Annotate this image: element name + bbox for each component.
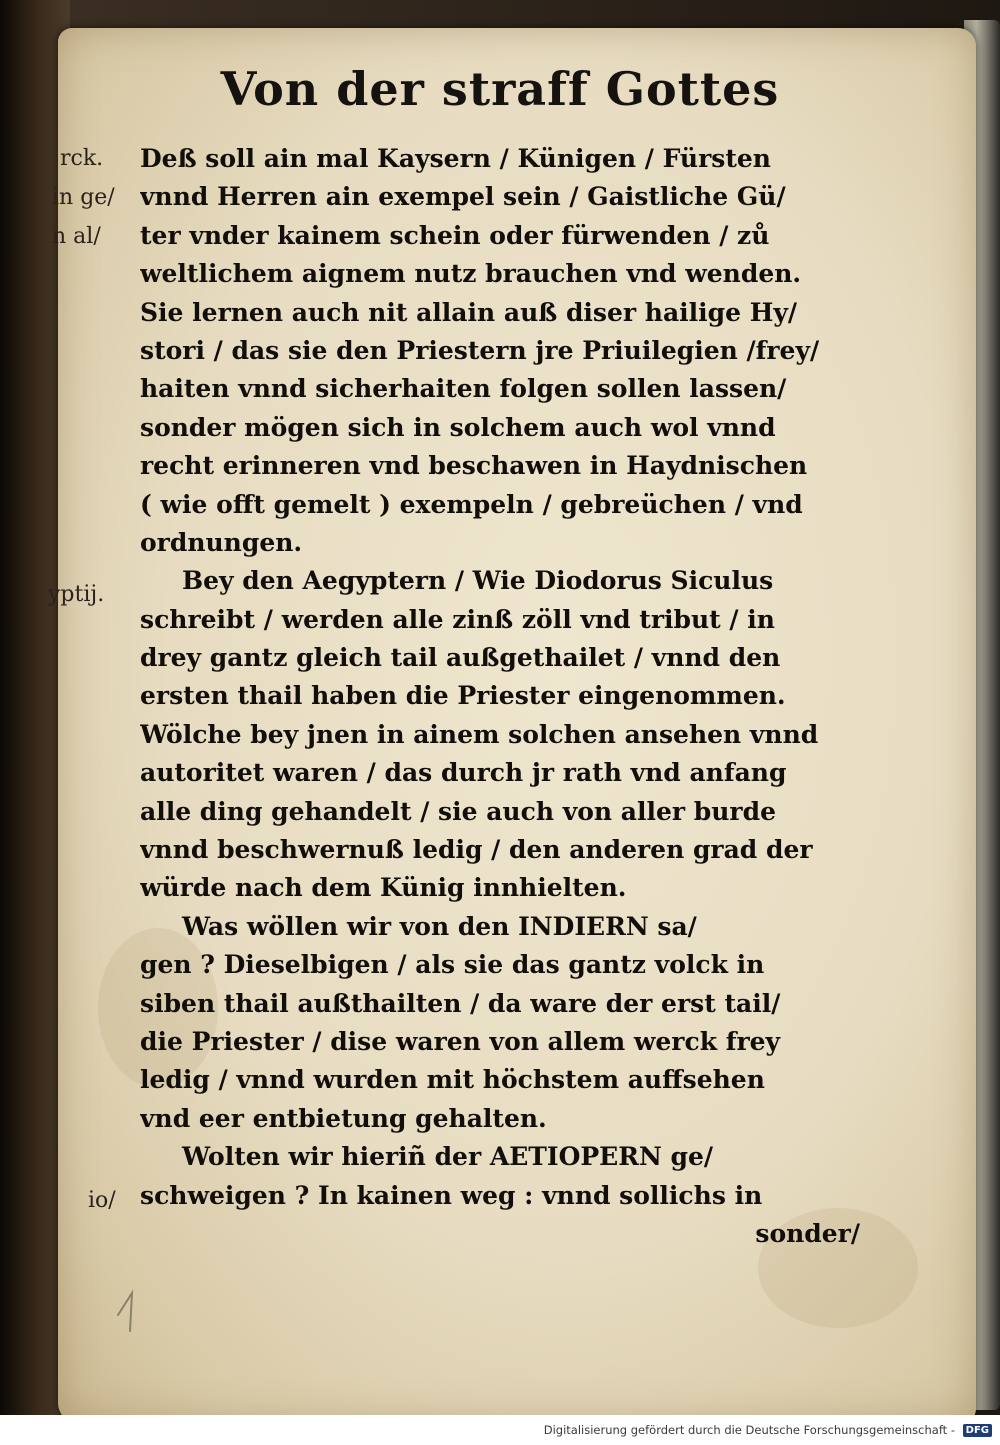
margin-note: in ge/ (52, 185, 115, 210)
text-line: vnnd Herren ain exempel sein / Gaistliche Gü/ (140, 182, 786, 212)
text-line: stori / das sie den Priestern jre Priuilegien /frey/ (140, 335, 820, 365)
text-line: ter vnder kainem schein oder fürwenden / zů (140, 220, 770, 250)
text-line: haiten vnnd sicherhaiten folgen sollen lassen/ (140, 374, 787, 404)
margin-note: io/ (88, 1188, 116, 1213)
text-line: Deß soll ain mal Kaysern / Künigen / Fürsten (140, 144, 771, 173)
text-line: recht erinneren vnd beschawen in Haydnischen (140, 451, 808, 481)
text-line: die Priester / dise waren von allem werck frey (140, 1026, 781, 1056)
footer-bar (0, 1415, 1000, 1445)
text-line: ledig / vnnd wurden mit höchstem auffsehen (140, 1065, 765, 1095)
text-line: weltlichem aignem nutz brauchen vnd wenden. (140, 259, 802, 289)
text-line: siben thail außthailten / da ware der erst tail/ (140, 988, 781, 1018)
text-line: ersten thail haben die Priester eingenommen. (140, 681, 786, 711)
text-line: gen ? Dieselbigen / als sie das gantz volck in (140, 950, 765, 980)
text-line: vnnd beschwernuß ledig / den anderen grad der (140, 835, 813, 865)
paragraph-start-line: Wolten wir hieriñ der AETIOPERN ge/ (182, 1142, 714, 1172)
text-line: sonder mögen sich in solchem auch wol vnnd (140, 412, 776, 442)
dfg-logo-icon: DFG (963, 1424, 992, 1437)
catchword: sonder/ (755, 1218, 860, 1248)
text-line: alle ding gehandelt / sie auch von aller burde (140, 796, 776, 826)
paragraph-start-line: Was wöllen wir von den INDIERN sa/ (182, 911, 697, 941)
text-line: schreibt / werden alle zinß zöll vnd tribut / in (140, 604, 775, 634)
footer-credit: Digitalisierung gefördert durch die Deutsche Forschungsgemeinschaft - (543, 1423, 955, 1437)
text-line: schweigen ? In kainen weg : vnnd sollichs in (140, 1180, 763, 1210)
margin-note: yptij. (48, 582, 105, 607)
margin-note: n al/ (52, 224, 101, 249)
text-line: Wölche bey jnen in ainem solchen ansehen vnnd (140, 719, 819, 749)
text-line: ( wie offt gemelt ) exempeln / gebreüchen / vnd (140, 489, 803, 519)
pencil-mark (110, 1285, 150, 1335)
text-line: ordnungen. (140, 527, 303, 557)
paragraph-start-line: Bey den Aegyptern / Wie Diodorus Siculus (182, 566, 774, 596)
text-line: autoritet waren / das durch jr rath vnd anfang (140, 758, 787, 788)
running-head: Von der straff Gottes (220, 62, 780, 116)
text-line: würde nach dem Künig innhielten. (140, 873, 627, 903)
body-text (140, 140, 880, 1253)
text-line: Sie lernen auch nit allain auß diser hailige Hy/ (140, 297, 798, 327)
margin-note: rck. (60, 146, 104, 171)
text-line: vnd eer entbietung gehalten. (140, 1103, 547, 1133)
text-line: drey gantz gleich tail außgethailet / vnnd den (140, 643, 781, 673)
